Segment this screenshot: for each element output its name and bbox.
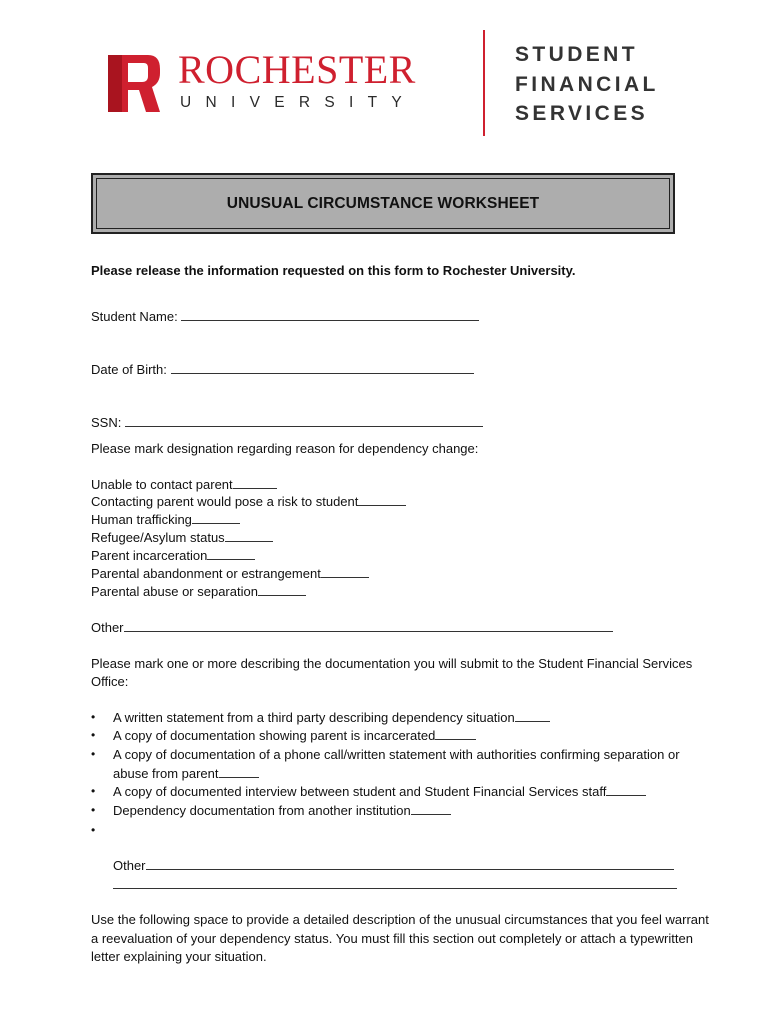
reason-item[interactable] (91, 529, 273, 546)
reason-label: Parental abandonment or estrangement (91, 566, 321, 581)
reason-label: Human trafficking (91, 512, 192, 527)
documentation-blank[interactable] (435, 727, 476, 740)
other-documentation-blank[interactable] (146, 857, 674, 870)
reason-item[interactable] (91, 583, 306, 600)
dob-label: Date of Birth: (91, 362, 167, 377)
documentation-prompt: Please mark one or more describing the documentation you will submit to the Student Financial Services (91, 656, 693, 671)
documentation-blank[interactable] (411, 802, 451, 815)
university-logo-icon (108, 55, 160, 112)
bullet-icon: • (91, 803, 96, 817)
department-line: FINANCIAL (515, 72, 659, 96)
designation-prompt: Please mark designation regarding reason for dependency change: (91, 441, 479, 456)
reason-item[interactable] (91, 476, 277, 493)
logo-divider (483, 30, 485, 136)
ssn-label: SSN: (91, 415, 122, 430)
documentation-blank[interactable] (515, 709, 550, 722)
reason-label: Parent incarceration (91, 548, 208, 563)
reason-label: Refugee/Asylum status (91, 530, 225, 545)
page-title: UNUSUAL CIRCUMSTANCE WORKSHEET (226, 194, 540, 212)
documentation-blank[interactable] (219, 765, 259, 778)
documentation-item[interactable] (113, 802, 451, 819)
title-box (91, 173, 675, 234)
reason-blank[interactable] (233, 476, 277, 489)
bullet-icon: • (91, 710, 96, 724)
department-line: STUDENT (515, 43, 638, 66)
bullet-icon: • (91, 728, 96, 742)
reason-item[interactable] (91, 511, 240, 528)
logo-name: ROCHESTER (178, 47, 416, 92)
documentation-item[interactable] (113, 709, 550, 726)
other-label: Other (91, 620, 124, 635)
reason-blank[interactable] (258, 583, 306, 596)
documentation-label: abuse from parent (113, 766, 219, 781)
title-inner (96, 178, 670, 229)
reason-label: Parental abuse or separation (91, 584, 258, 599)
bullet-icon: • (91, 784, 96, 798)
reason-item[interactable] (91, 565, 369, 582)
documentation-blank[interactable] (606, 783, 646, 796)
documentation-label: A copy of documented interview between student and Student Financial Services staff (113, 784, 607, 799)
documentation-item[interactable]: A copy of documentation of a phone call/written statement with authorities confirming separation or (113, 747, 680, 762)
department-name (515, 40, 659, 129)
dob-field[interactable] (91, 361, 474, 378)
other-documentation-field[interactable] (113, 857, 674, 874)
bullet-icon: • (91, 823, 96, 837)
other-label: Other (113, 858, 146, 873)
documentation-prompt-cont: Office: (91, 674, 129, 689)
reason-blank[interactable] (358, 493, 406, 506)
reason-blank[interactable] (207, 547, 255, 560)
other-reason-blank[interactable] (124, 619, 613, 632)
department-line: SERVICES (515, 102, 649, 125)
documentation-label: A copy of documentation showing parent is incarcerated (113, 728, 436, 743)
other-reason-field[interactable] (91, 619, 613, 636)
student-name-blank[interactable] (181, 308, 479, 321)
documentation-item[interactable] (113, 783, 646, 800)
reason-blank[interactable] (192, 511, 240, 524)
logo-university: UNIVERSITY (180, 94, 417, 111)
release-notice: Please release the information requested on this form to Rochester University. (91, 263, 576, 278)
reason-label: Unable to contact parent (91, 477, 233, 492)
documentation-label: Dependency documentation from another institution (113, 803, 411, 818)
reason-blank[interactable] (321, 565, 369, 578)
student-name-label: Student Name: (91, 309, 178, 324)
dob-blank[interactable] (171, 361, 474, 374)
reason-blank[interactable] (225, 529, 273, 542)
documentation-label: A written statement from a third party describing dependency situation (113, 710, 515, 725)
description-instructions: Use the following space to provide a detailed description of the unusual circumstances that you feel warrant (91, 912, 709, 927)
ssn-blank[interactable] (125, 414, 483, 427)
description-instructions: letter explaining your situation. (91, 949, 267, 964)
reason-item[interactable] (91, 493, 406, 510)
description-instructions: a reevaluation of your dependency status. You must fill this section out completely or attach a typewritten (91, 931, 693, 946)
documentation-item[interactable] (113, 727, 476, 744)
other-documentation-field-cont[interactable] (113, 876, 677, 893)
student-name-field[interactable] (91, 308, 479, 325)
reason-item[interactable] (91, 547, 255, 564)
ssn-field[interactable] (91, 414, 483, 431)
bullet-icon: • (91, 747, 96, 761)
other-documentation-blank[interactable] (113, 876, 677, 889)
documentation-item-cont[interactable] (113, 765, 259, 782)
reason-label: Contacting parent would pose a risk to student (91, 494, 359, 509)
